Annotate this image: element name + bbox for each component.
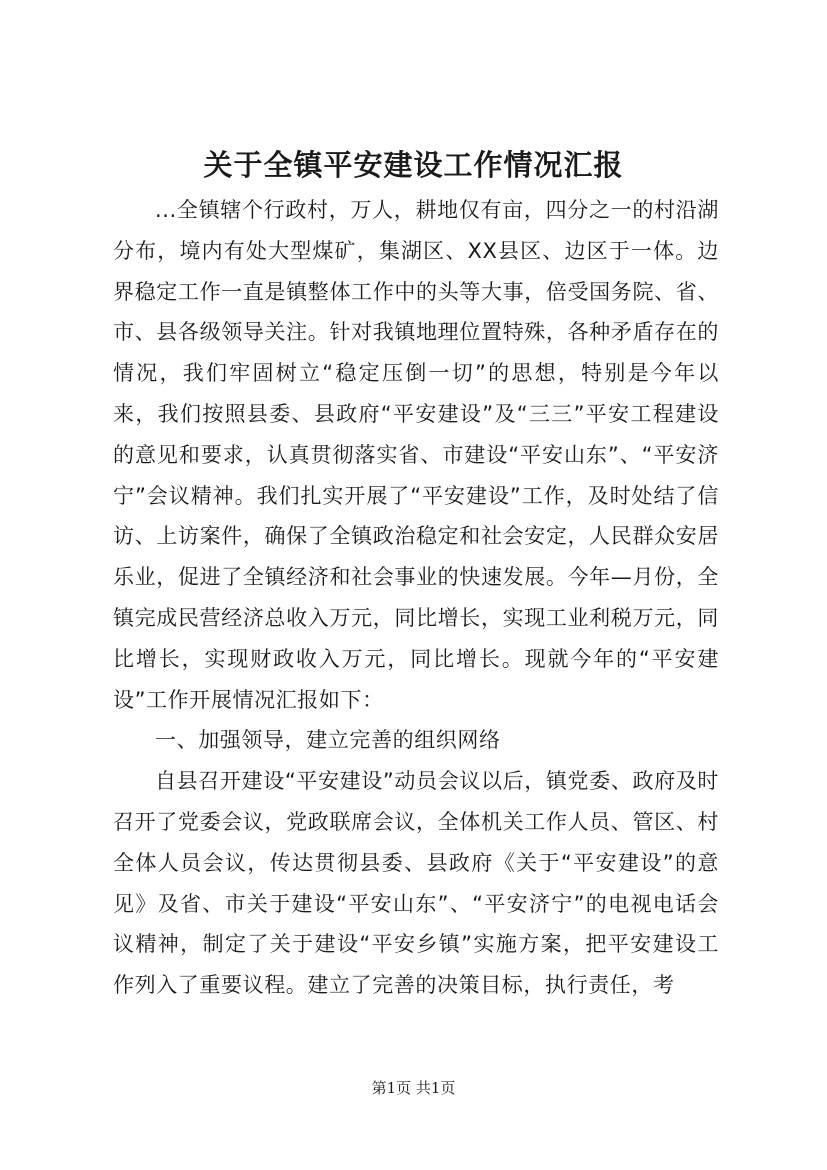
document-title: 关于全镇平安建设工作情况汇报 <box>203 148 624 182</box>
section-heading: 一、加强领导，建立完善的组织网络 <box>155 728 501 753</box>
document-body <box>113 190 719 1006</box>
paragraph-intro: ...全镇辖个行政村，万人，耕地仅有亩，四分之一的村沿湖分布，境内有处大型煤矿，集湖区、XX县区、边区于一体。边界稳定工作一直是镇整体工作中的头等大事，倍受国务院、省、市、县各级领导关注。针对我镇地理位置特殊，各种矛盾存在的情况，我们牢固树立“稳定压倒一切”的思想，特别是今年以来，我们按照县委、县政府“平安建设”及“三三”平安工程建设的意见和要求，认真贯彻落实省、市建设“平安山东”、“平安济宁”会议精神。我们扎实开展了“平安建设”工作，及时处结了信访、上访案件，确保了全镇政治稳定和社会安定，人民群众安居乐业，促进了全镇经济和社会事业的快速发展。今年—月份，全镇完成民营经济总收入万元，同比增长，实现工业利税万元，同比增长，实现财政收入万元，同比增长。现就今年的“平安建设”工作开展情况汇报如下： <box>113 198 719 712</box>
page-footer: 第1页 共1页 <box>371 1079 456 1097</box>
paragraph-section-1: 自县召开建设“平安建设”动员会议以后，镇党委、政府及时召开了党委会议，党政联席会议，全体机关工作人员、管区、村全体人员会议，传达贯彻县委、县政府《关于“平安建设”的意见》及省、市关于建设“平安山东”、“平安济宁”的电视电话会议精神，制定了关于建设“平安乡镇”实施方案，把平安建设工作列入了重要议程。建立了完善的决策目标，执行责任，考 <box>113 769 719 998</box>
